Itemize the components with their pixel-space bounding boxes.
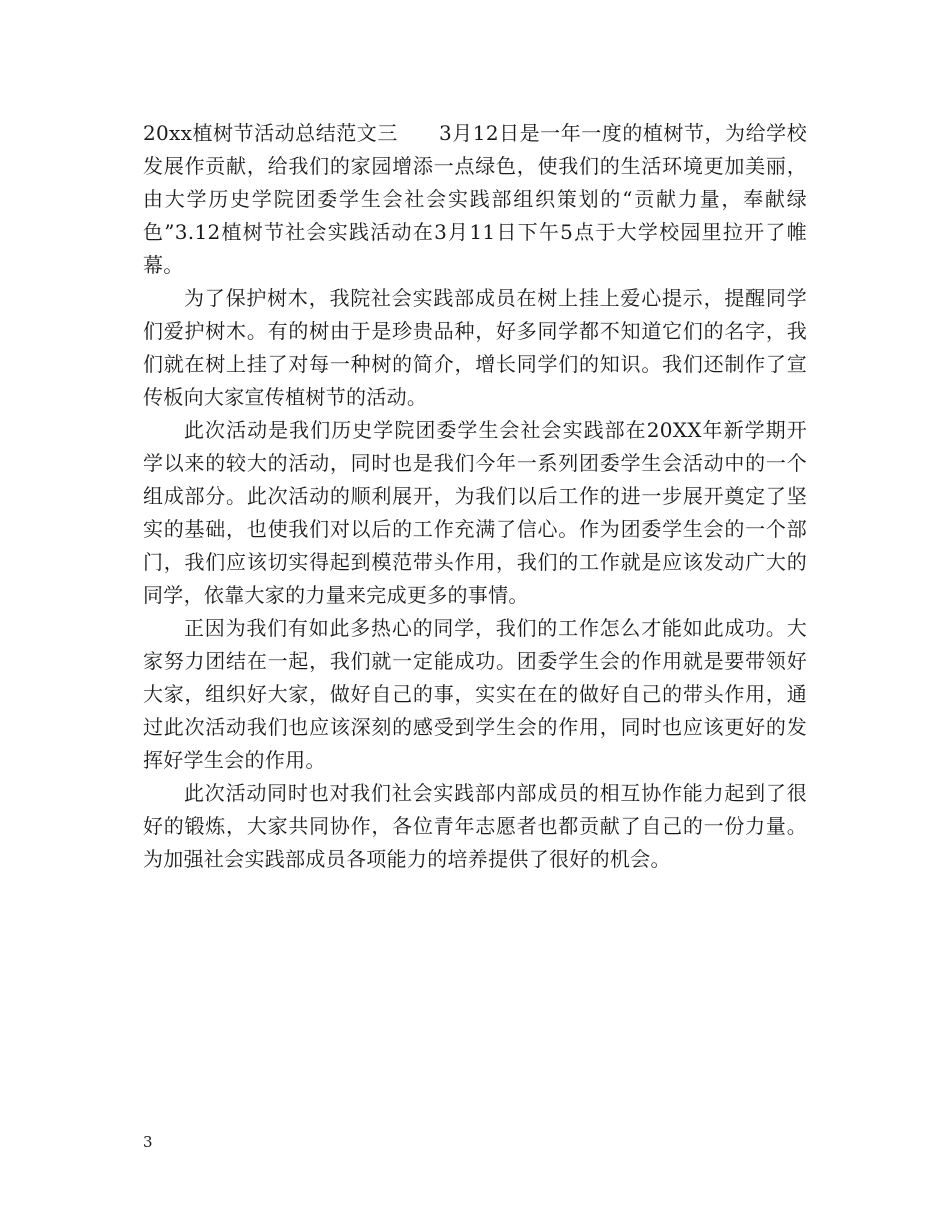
paragraph-teamwork: 正因为我们有如此多热心的同学，我们的工作怎么才能如此成功。大家努力团结在一起，我们就一定能成功。团委学生会的作用就是要带领好大家，组织好大家，做好自己的事，实实在在的做好自己的带头作用，通过此次活动我们也应该深刻的感受到学生会的作用，同时也应该更好的发挥好学生会的作用。 [143,616,807,772]
paragraph-conclusion: 此次活动同时也对我们社会实践部内部成员的相互协作能力起到了很好的锻炼，大家共同协作，各位青年志愿者也都贡献了自己的一份力量。为加强社会实践部成员各项能力的培养提供了很好的机会。 [143,781,807,871]
page-number: 3 [143,1133,153,1151]
paragraph-tree-protection: 为了保护树木，我院社会实践部成员在树上挂上爱心提示，提醒同学们爱护树木。有的树由于是珍贵品种，好多同学都不知道它们的名字，我们就在树上挂了对每一种树的简介，增长同学们的知识。我们还制作了宣传板向大家宣传植树节的活动。 [143,286,807,409]
document-body [143,117,807,876]
paragraph-intro: 20xx植树节活动总结范文三 3月12日是一年一度的植树节，为给学校发展作贡献，给我们的家园增添一点绿色，使我们的生活环境更加美丽，由大学历史学院团委学生会社会实践部组织策划的“贡献力量，奉献绿色”3.12植树节社会实践活动在3月11日下午5点于大学校园里拉开了帷幕。 [143,121,807,277]
paragraph-activity-significance: 此次活动是我们历史学院团委学生会社会实践部在20XX年新学期开学以来的较大的活动，同时也是我们今年一系列团委学生会活动中的一个组成部分。此次活动的顺利展开，为我们以后工作的进一步展开奠定了坚实的基础，也使我们对以后的工作充满了信心。作为团委学生会的一个部门，我们应该切实得起到模范带头作用，我们的工作就是应该发动广大的同学，依靠大家的力量来完成更多的事情。 [143,418,807,607]
